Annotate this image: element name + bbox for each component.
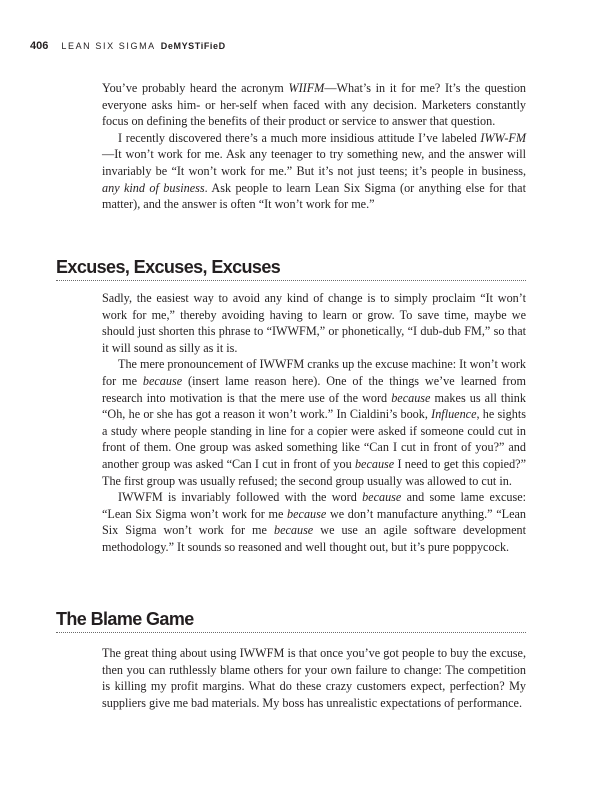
book-title-influence: Influence [431,407,477,422]
section-title-excuses: Excuses, Excuses, Excuses [56,257,281,277]
blame-paragraph-1: The great thing about using IWWFM is that once you’ve got people to buy the excuse, then you can ruthlessly blame others for your own failure to change: The competition is killing my profit margins. What do these crazy customers expect, perfection? My suppliers give me bad materials. My boss has unrealistic expectations of performance. [102,646,526,710]
page-number: 406 [30,40,49,52]
intro-paragraph-1: You’ve probably heard the acronym WIIFM—What’s in it for me? It’s the question everyone asks him- or her-self when faced with any decision. Marketers constantly focus on defining the benefits of their product or service to answer that question. [102,81,527,129]
emphasis-any-kind-of-business: any kind of business [102,180,205,195]
section-title-blame: The Blame Game [56,609,194,629]
intro-section [102,80,526,213]
book-series: DeMYSTiFieD [160,41,226,51]
running-header [30,40,226,54]
excuses-paragraph-1: Sadly, the easiest way to avoid any kind of change is to simply proclaim “It won’t work for me,” thereby avoiding having to learn or grow. To save time, maybe we should just shorten this phrase to “IWWFM,” or phonetically, “I dub-dub FM,” so that it will sound as silly as it is. [102,291,526,355]
acronym-iwwfm: IWW-FM [480,130,526,145]
blame-section [102,645,526,711]
acronym-wiifm: WIIFM [288,81,325,95]
section-heading-blame [56,608,526,633]
excuses-paragraph-2: The mere pronouncement of IWWFM cranks up the excuse machine: It won’t work for me because (insert lame reason here). One of the things we’ve learned from research into motivation is that the mere use of the word because makes us all think “Oh, he or she has got a reason it won’t work.” In Cialdini’s book, Influence, he sights a study where people standing in line for a copier were asked if someone could cut in front of them. One group was asked something like “Can I cut in front of you?” and another group was asked “Can I cut in front of you because I need to get this copied?” The first group was usually refused; the second group usually was allowed to cut in. [102,357,527,488]
intro-paragraph-2: I recently discovered there’s a much more insidious attitude I’ve labeled IWW-FM—It won’t work for me. Ask any teenager to try something new, and the answer will invariably be “It won’t work for me.” But it’s not just teens; it’s people in business, any kind of business. Ask people to learn Lean Six Sigma (or anything else for that matter), and the answer is often “It won’t work for me.” [102,130,526,212]
excuses-paragraph-3: IWWFM is invariably followed with the word because and some lame excuse: “Lean Six Sigma won’t work for me because we don’t manufacture anything.” “Lean Six Sigma won’t work for me because we use an agile software development methodology.” It sounds so reasoned and well thought out, but it’s pure poppycock. [102,490,526,554]
book-title: LEAN SIX SIGMA [61,41,156,51]
excuses-section [102,290,526,556]
section-heading-excuses [56,256,526,281]
